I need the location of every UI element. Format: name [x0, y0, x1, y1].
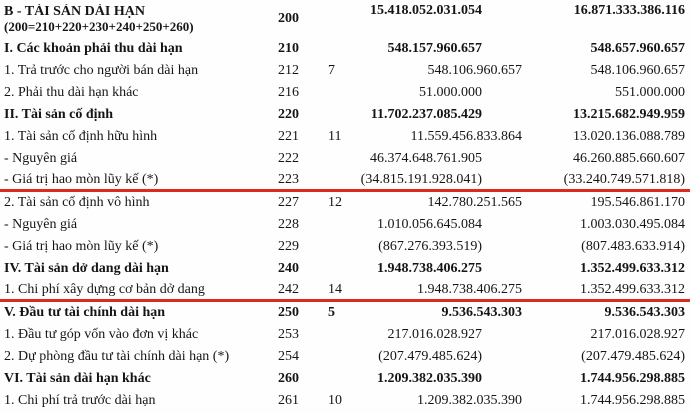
item-value-begin-period: 1.003.030.495.084	[580, 217, 685, 233]
table-row	[0, 126, 690, 148]
row-label-cell	[0, 261, 278, 276]
item-value-begin-period: (207.479.485.624)	[581, 349, 685, 365]
item-code: 227	[278, 195, 299, 211]
item-label: 1. Chi phí xây dựng cơ bản dở dang	[4, 281, 205, 297]
item-code: 221	[278, 129, 299, 145]
item-value-end-period: (207.479.485.624)	[378, 349, 482, 365]
table-row	[0, 104, 690, 126]
table-row	[0, 236, 690, 258]
item-value-end-period: 11.702.237.085.429	[370, 107, 482, 123]
item-value-end-period: 1.948.738.406.275	[417, 281, 522, 297]
item-label: B - TÀI SẢN DÀI HẠN	[4, 4, 145, 20]
item-value-begin-period: 1.352.499.633.312	[580, 261, 685, 277]
table-row	[0, 38, 690, 60]
item-code: 250	[278, 305, 299, 321]
item-value-end-period: 1.010.056.645.084	[377, 217, 482, 233]
item-note: 10	[328, 393, 342, 409]
table-row	[0, 0, 690, 38]
item-value-begin-period: 217.016.028.927	[590, 327, 685, 343]
item-note: 7	[328, 63, 335, 79]
item-value-end-period: 11.559.456.833.864	[410, 129, 522, 145]
item-formula: (200=210+220+230+240+250+260)	[4, 18, 194, 34]
item-label: V. Đầu tư tài chính dài hạn	[4, 305, 166, 321]
item-code: 228	[278, 217, 299, 233]
item-value-begin-period: (33.240.749.571.818)	[563, 171, 685, 187]
row-label-cell	[0, 172, 278, 187]
item-note: 11	[328, 129, 342, 145]
item-label: 1. Trả trước cho người bán dài hạn	[4, 63, 199, 79]
row-label-cell	[0, 41, 278, 56]
item-code: 210	[278, 41, 299, 57]
row-label-cell	[0, 239, 278, 254]
table-row	[0, 192, 690, 214]
item-code: 253	[278, 327, 299, 343]
item-value-end-period: 51.000.000	[419, 85, 482, 101]
item-value-end-period: (34.815.191.928.041)	[360, 171, 482, 187]
row-label-cell	[0, 63, 278, 78]
item-value-begin-period: 1.744.956.298.885	[580, 393, 685, 409]
item-value-end-period: 548.157.960.657	[387, 41, 482, 57]
item-value-begin-period: (807.483.633.914)	[581, 239, 685, 255]
item-value-begin-period: 551.000.000	[615, 85, 685, 101]
item-code: 212	[278, 63, 299, 79]
item-value-begin-period: 9.536.543.303	[604, 305, 685, 321]
table-row	[0, 390, 690, 412]
row-label-cell	[0, 282, 278, 297]
table-row	[0, 368, 690, 390]
row-label-cell	[0, 107, 278, 122]
item-value-end-period: 9.536.543.303	[441, 305, 522, 321]
item-label: I. Các khoản phải thu dài hạn	[4, 41, 183, 57]
item-label: - Giá trị hao mòn lũy kế (*)	[4, 171, 159, 187]
row-label-cell	[0, 4, 278, 34]
item-code: 254	[278, 349, 299, 365]
item-label: 1. Chi phí trả trước dài hạn	[4, 393, 156, 409]
item-label: 2. Dự phòng đầu tư tài chính dài hạn (*)	[4, 349, 230, 365]
item-code: 222	[278, 151, 299, 167]
table-row	[0, 82, 690, 104]
table-row	[0, 302, 690, 324]
item-value-end-period: 217.016.028.927	[387, 327, 482, 343]
item-value-begin-period: 13.020.136.088.789	[573, 129, 685, 145]
item-value-end-period: 15.418.052.031.054	[370, 3, 482, 18]
table-row	[0, 170, 690, 192]
row-label-cell	[0, 305, 278, 320]
item-value-end-period: 548.106.960.657	[427, 63, 522, 79]
item-note: 5	[328, 305, 335, 321]
item-code: 216	[278, 85, 299, 101]
row-label-cell	[0, 393, 278, 408]
row-label-cell	[0, 217, 278, 232]
item-label: - Nguyên giá	[4, 217, 78, 233]
row-label-cell	[0, 129, 278, 144]
item-value-end-period: 1.209.382.035.390	[417, 393, 522, 409]
item-value-begin-period: 548.106.960.657	[590, 63, 685, 79]
table-row	[0, 60, 690, 82]
row-label-cell	[0, 371, 278, 386]
item-value-end-period: 1.948.738.406.275	[377, 261, 482, 277]
item-code: 229	[278, 239, 299, 255]
item-value-begin-period: 1.744.956.298.885	[580, 371, 685, 387]
item-value-begin-period: 16.871.333.386.116	[573, 3, 685, 18]
item-value-end-period: 1.209.382.035.390	[377, 371, 482, 387]
item-code: 200	[278, 11, 299, 27]
table-row	[0, 258, 690, 280]
item-value-end-period: 142.780.251.565	[427, 195, 522, 211]
item-code: 261	[278, 393, 299, 409]
item-code: 220	[278, 107, 299, 123]
item-note: 14	[328, 281, 342, 297]
item-value-begin-period: 1.352.499.633.312	[580, 281, 685, 297]
item-note: 12	[328, 195, 342, 211]
table-row	[0, 214, 690, 236]
item-code: 240	[278, 261, 299, 277]
item-value-begin-period: 548.657.960.657	[590, 41, 685, 57]
item-label: 1. Đầu tư góp vốn vào đơn vị khác	[4, 327, 199, 343]
item-label: 1. Tài sản cố định hữu hình	[4, 129, 158, 145]
table-row	[0, 280, 690, 302]
item-label: II. Tài sản cố định	[4, 107, 114, 123]
table-row	[0, 346, 690, 368]
table-row	[0, 148, 690, 170]
row-label-cell	[0, 85, 278, 100]
item-label: 2. Tài sản cố định vô hình	[4, 195, 150, 211]
item-value-end-period: (867.276.393.519)	[378, 239, 482, 255]
item-code: 260	[278, 371, 299, 387]
row-label-cell	[0, 195, 278, 210]
item-label: - Nguyên giá	[4, 151, 78, 167]
row-label-cell	[0, 327, 278, 342]
table-row	[0, 324, 690, 346]
item-label: 2. Phải thu dài hạn khác	[4, 85, 139, 101]
item-label: - Giá trị hao mòn lũy kế (*)	[4, 239, 159, 255]
item-value-begin-period: 13.215.682.949.959	[573, 107, 685, 123]
item-value-end-period: 46.374.648.761.905	[370, 151, 482, 167]
item-label: IV. Tài sản dở dang dài hạn	[4, 261, 169, 277]
item-value-begin-period: 195.546.861.170	[590, 195, 685, 211]
item-value-begin-period: 46.260.885.660.607	[573, 151, 685, 167]
item-code: 242	[278, 281, 299, 297]
item-code: 223	[278, 171, 299, 187]
row-label-cell	[0, 151, 278, 166]
item-label: VI. Tài sản dài hạn khác	[4, 371, 151, 387]
row-label-cell	[0, 349, 278, 364]
